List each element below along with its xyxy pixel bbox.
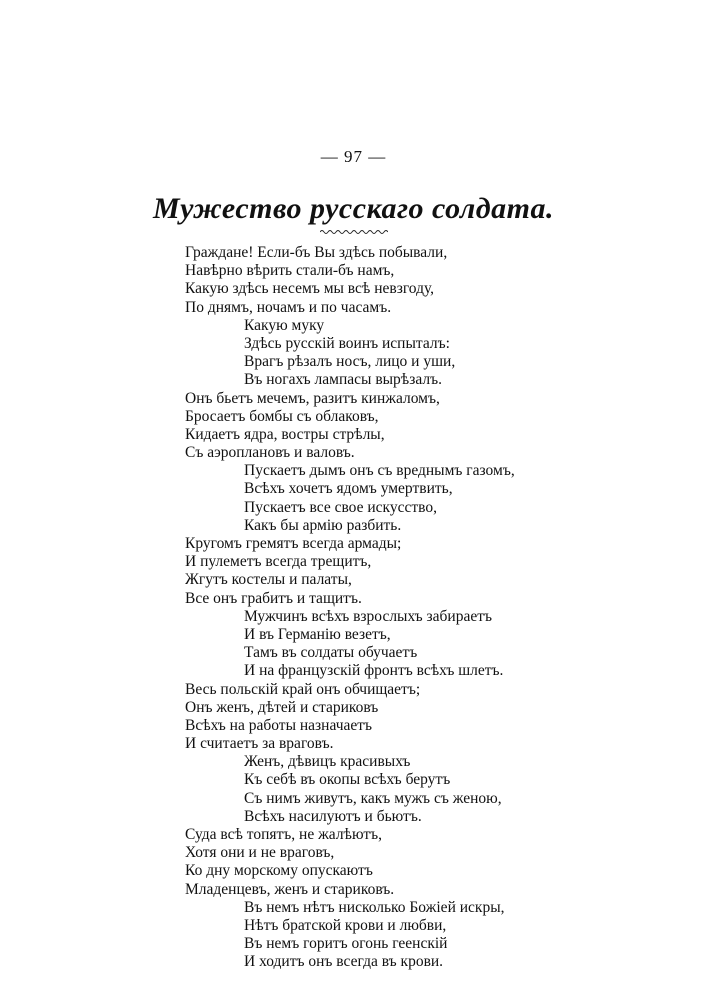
verse-line: И ходитъ онъ всегда въ крови. — [244, 953, 444, 971]
verse-line: Тамъ въ солдаты обучаетъ — [244, 644, 418, 662]
verse-line: И на французскій фронтъ всѣхъ шлетъ. — [244, 662, 504, 680]
stanza — [185, 462, 525, 535]
stanza — [185, 753, 525, 826]
stanza — [185, 826, 525, 899]
verse-line: И пулеметъ всегда трещитъ, — [185, 553, 372, 571]
verse-line: Онъ женъ, дѣтей и стариковъ — [185, 698, 379, 716]
verse-line: Къ себѣ въ окопы всѣхъ берутъ — [244, 771, 451, 789]
poem-title: Мужество русскаго солдата. — [152, 192, 554, 225]
verse-line: По днямъ, ночамъ и по часамъ. — [185, 298, 392, 316]
verse-line: Здѣсь русскій воинъ испыталъ: — [244, 334, 450, 352]
stanza — [185, 317, 525, 390]
verse-line: Ко дну морскому опускаютъ — [185, 862, 373, 880]
verse-line: Весь польскій край онъ обчищаетъ; — [185, 680, 421, 698]
verse-line: Онъ бьетъ мечемъ, разитъ кинжаломъ, — [185, 389, 440, 407]
verse-line: Кругомъ гремятъ всегда армады; — [185, 535, 402, 552]
verse-line: Съ нимъ живутъ, какъ мужъ съ женою, — [244, 789, 502, 807]
verse-line: Врагъ рѣзалъ носъ, лицо и уши, — [244, 353, 456, 371]
verse-line: Въ немъ нѣтъ нисколько Божіей искры, — [244, 898, 505, 916]
verse-line: Всѣхъ насилуютъ и бьютъ. — [244, 807, 422, 825]
verse-line: Суда всѣ топятъ, не жалѣютъ, — [185, 826, 383, 843]
stanza — [185, 244, 525, 317]
verse-line: Какую муку — [244, 316, 325, 334]
verse-line: Въ ногахъ лампасы вырѣзалъ. — [244, 371, 442, 389]
verse-line: Хотя они и не враговъ, — [185, 844, 335, 862]
verse-line: Кидаетъ ядра, востры стрѣлы, — [185, 425, 385, 443]
stanza — [185, 608, 525, 681]
verse-line: Пускаетъ все свое искусство, — [244, 498, 437, 516]
verse-line: Все онъ грабитъ и тащитъ. — [185, 589, 362, 607]
page-number: — 97 — — [320, 147, 387, 166]
verse-line: Нѣтъ братской крови и любви, — [244, 916, 447, 934]
title-ornament-divider — [320, 229, 388, 235]
verse-line: Женъ, дѣвицъ красивыхъ — [244, 753, 411, 771]
verse-line: Всѣхъ на работы назначаетъ — [185, 716, 373, 734]
verse-line: Граждане! Если-бъ Вы здѣсь побывали, — [185, 244, 448, 261]
verse-line: Мужчинъ всѣхъ взрослыхъ забираетъ — [244, 607, 492, 625]
verse-line: Какую здѣсь несемъ мы всѣ невзгоду, — [185, 280, 435, 298]
stanza — [185, 535, 525, 608]
verse-line: Какъ бы армію разбить. — [244, 516, 402, 534]
verse-line: Бросаетъ бомбы съ облаковъ, — [185, 407, 379, 425]
verse-line: Жгутъ костелы и палаты, — [185, 571, 352, 589]
verse-line: Младенцевъ, женъ и стариковъ. — [185, 880, 395, 898]
verse-line: Въ немъ горитъ огонь геенскій — [244, 935, 448, 953]
verse-line: Всѣхъ хочетъ ядомъ умертвить, — [244, 480, 453, 498]
verse-line: И въ Германію везетъ, — [244, 625, 391, 643]
poem-body — [185, 244, 525, 972]
verse-line: Пускаетъ дымъ онъ съ вреднымъ газомъ, — [244, 462, 515, 480]
stanza — [185, 681, 525, 754]
stanza — [185, 899, 525, 972]
verse-line: Навѣрно вѣрить стали-бъ намъ, — [185, 262, 395, 280]
verse-line: Съ аэроплановъ и валовъ. — [185, 444, 355, 462]
verse-line: И считаетъ за враговъ. — [185, 735, 334, 753]
stanza — [185, 390, 525, 463]
